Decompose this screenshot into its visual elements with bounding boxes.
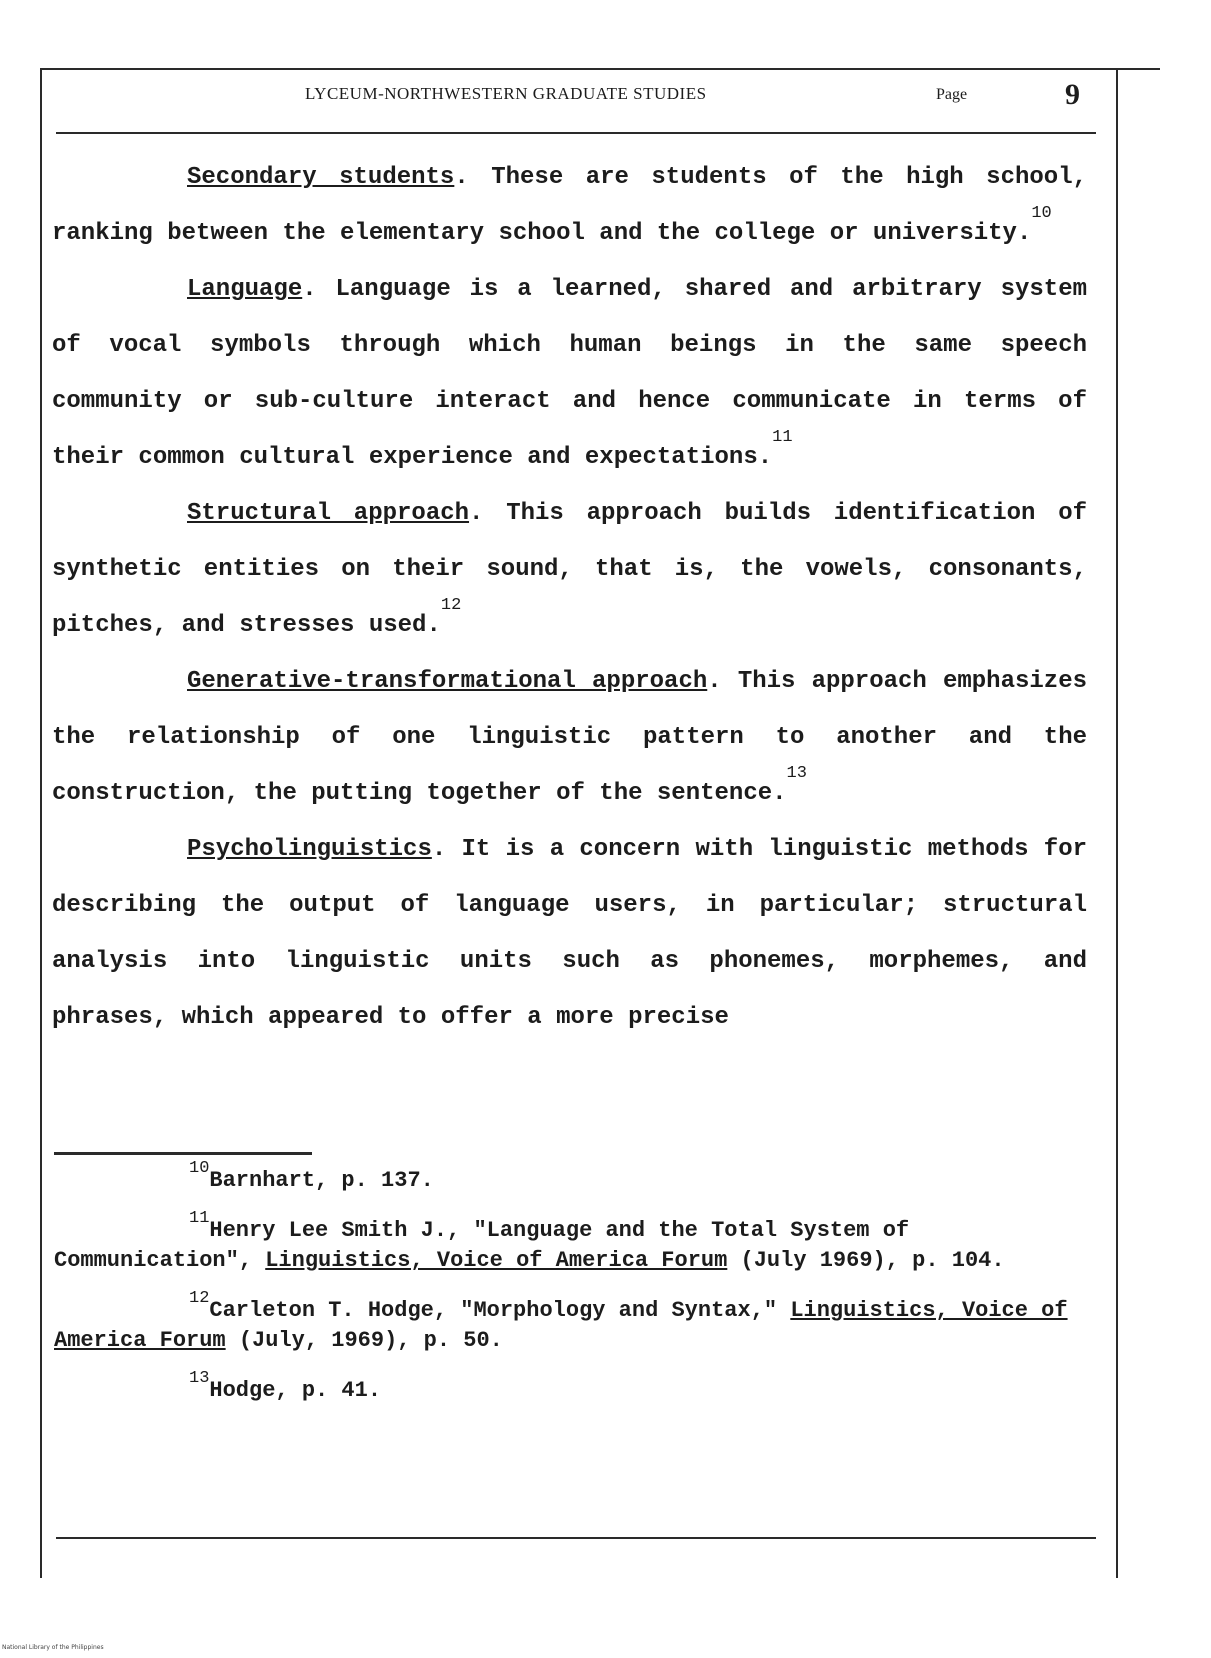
paragraph-generative-approach [52, 654, 1087, 822]
footnote-text-end: (July, 1969), p. 50. [225, 1328, 503, 1353]
footnote-text: Carleton T. Hodge, "Morphology and Syntax," [209, 1298, 791, 1323]
page-number: 9 [1065, 78, 1080, 111]
footnote-text: Hodge, p. 41. [209, 1378, 382, 1403]
scan-footer: National Library of the Philippines [2, 1644, 104, 1651]
definition-text: . This approach builds identification of synthetic entities on their sound, that is, the vowels, consonants, pitches, and stresses used. [52, 500, 1087, 639]
footnote-text: Barnhart, p. 137. [209, 1168, 434, 1193]
footnote-text-end: (July 1969), p. 104. [727, 1248, 1005, 1273]
term-secondary-students: Secondary students [187, 164, 455, 191]
footnote-ref: 12 [440, 596, 462, 615]
page-header [0, 78, 1211, 111]
header-underline [56, 132, 1096, 134]
footnote-number: 11 [189, 1209, 210, 1228]
definition-text: . It is a concern with linguistic methods for describing the output of language users, in particular; structural analysis into linguistic units such as phonemes, morphemes, and phrases, which appeared to offer a more precise [52, 836, 1087, 1031]
body-text [52, 150, 1087, 1046]
footnote-10 [54, 1159, 1084, 1196]
footnote-ref: 13 [786, 764, 807, 783]
definition-text: . These are students of the high school, ranking between the elementary school and the college or university. [52, 164, 1087, 247]
term-structural-approach: Structural approach [187, 500, 470, 527]
definition-text: . Language is a learned, shared and arbitrary system of vocal symbols through which human beings in the same speech community or sub-culture interact and hence communicate in terms of their common cultural experience and expectations. [52, 276, 1087, 471]
paragraph-secondary-students [52, 150, 1087, 262]
bottom-rule [56, 1537, 1096, 1539]
term-psycholinguistics: Psycholinguistics [187, 836, 432, 863]
header-title: LYCEUM-NORTHWESTERN GRADUATE STUDIES [305, 84, 707, 103]
footnote-separator [54, 1152, 312, 1155]
left-margin-rule [40, 68, 42, 1578]
footnote-ref: 11 [772, 428, 793, 447]
footnote-11 [54, 1209, 1084, 1276]
footnote-source: Linguistics, Voice of America Forum [54, 1298, 1068, 1353]
term-language: Language [187, 276, 303, 303]
right-margin-rule [1116, 68, 1118, 1578]
top-edge-rule [40, 68, 1160, 70]
footnotes [54, 1159, 1084, 1426]
footnote-number: 13 [189, 1369, 210, 1388]
footnote-12 [54, 1289, 1084, 1356]
footnote-number: 12 [189, 1289, 210, 1308]
paragraph-psycholinguistics [52, 822, 1087, 1046]
paragraph-structural-approach [52, 486, 1087, 654]
footnote-13 [54, 1369, 1084, 1406]
definition-text: . This approach emphasizes the relationship of one linguistic pattern to another and the construction, the putting together of the sentence. [52, 668, 1087, 807]
footnote-text: Henry Lee Smith J., "Language and the Total System of Communication", [54, 1218, 910, 1273]
footnote-number: 10 [189, 1159, 210, 1178]
footnote-ref: 10 [1031, 204, 1052, 223]
paragraph-language [52, 262, 1087, 486]
term-generative-approach: Generative-transformational approach [187, 668, 708, 695]
footnote-source: Linguistics, Voice of America Forum [265, 1248, 728, 1273]
page-label: Page [936, 86, 968, 103]
